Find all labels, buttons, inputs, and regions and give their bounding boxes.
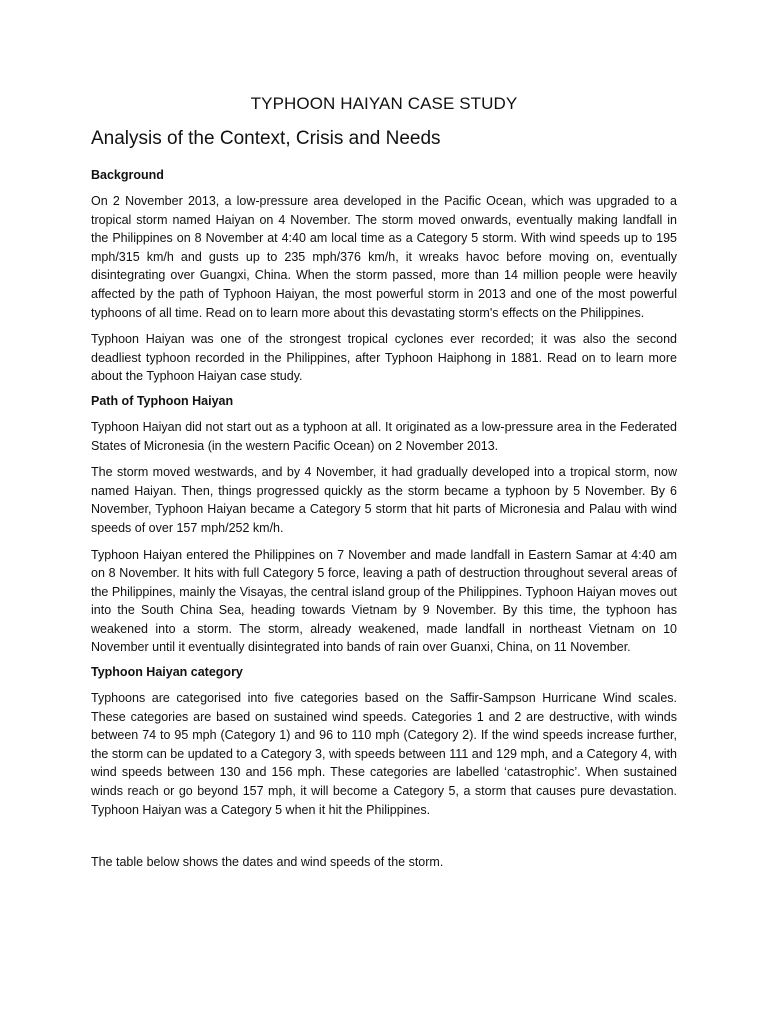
section-category — [91, 665, 677, 872]
paragraph: On 2 November 2013, a low-pressure area developed in the Pacific Ocean, which was upgraded to a tropical storm named Haiyan on 4 November. The storm moved onwards, eventually making landfall in the Philippines on 8 November at 4:40 am local time as a Category 5 storm. With wind speeds up to 195 mph/315 km/h and gusts up to 235 mph/376 km/h, it wreaks havoc before moving on, eventually disintegrating over Guangxi, China. When the storm passed, more than 14 million people were heavily affected by the path of Typhoon Haiyan, the most powerful storm in 2013 and one of the most powerful typhoons of all time. Read on to learn more about this devastating storm's effects on the Philippines. — [91, 194, 677, 320]
document-title: TYPHOON HAIYAN CASE STUDY — [250, 94, 518, 113]
section-heading-background: Background — [91, 168, 164, 182]
section-heading-category: Typhoon Haiyan category — [91, 665, 243, 680]
section-path — [91, 394, 677, 657]
section-background — [91, 168, 677, 386]
section-heading-path: Path of Typhoon Haiyan — [91, 393, 234, 408]
paragraph: Typhoons are categorised into five categories based on the Saffir-Sampson Hurricane Wind scales. These categories are based on sustained wind speeds. Categories 1 and 2 are destructive, with winds between 74 to 95 mph (Category 1) and 96 to 110 mph (Category 2). If the wind speeds increase further, the storm can be updated to a Category 3, with speeds between 111 and 129 mph, and a Category 4, with wind speeds between 130 and 156 mph. These categories are labelled ‘catastrophic’. When sustained winds reach or go beyond 157 mph, it will become a Category 5, a storm that causes pure devastation. Typhoon Haiyan was a Category 5 when it hit the Philippines. — [91, 691, 677, 817]
paragraph-table-intro: The table below shows the dates and wind speeds of the storm. — [91, 855, 444, 870]
paragraph: Typhoon Haiyan entered the Philippines on 7 November and made landfall in Eastern Samar at 4:40 am on 8 November. It hits with full Category 5 force, leaving a path of destruction throughout several areas of the Philippines, mainly the Visayas, the central island group of the Philippines. Typhoon Haiyan moves out into the South China Sea, heading towards Vietnam by 9 November. By this time, the typhoon has weakened into a storm. The storm, already weakened, made landfall in northeast Vietnam on 10 November until it eventually disintegrated into bands of rain over Guanxi, China, on 11 November. — [91, 547, 677, 655]
paragraph: Typhoon Haiyan did not start out as a typhoon at all. It originated as a low-pressure area in the Federated States of Micronesia (in the western Pacific Ocean) on 2 November 2013. — [91, 419, 677, 453]
document-subtitle: Analysis of the Context, Crisis and Needs — [91, 128, 441, 149]
paragraph: The storm moved westwards, and by 4 November, it had gradually developed into a tropical storm, now named Haiyan. Then, things progressed quickly as the storm became a typhoon by 5 November. By 6 November, Typhoon Haiyan became a Category 5 storm that hit parts of Micronesia and Palau with wind speeds of over 157 mph/252 km/h. — [91, 465, 677, 535]
paragraph: Typhoon Haiyan was one of the strongest tropical cyclones ever recorded; it was also the second deadliest typhoon recorded in the Philippines, after Typhoon Haiphong in 1881. Read on to learn more about the Typhoon Haiyan case study. — [91, 332, 677, 384]
